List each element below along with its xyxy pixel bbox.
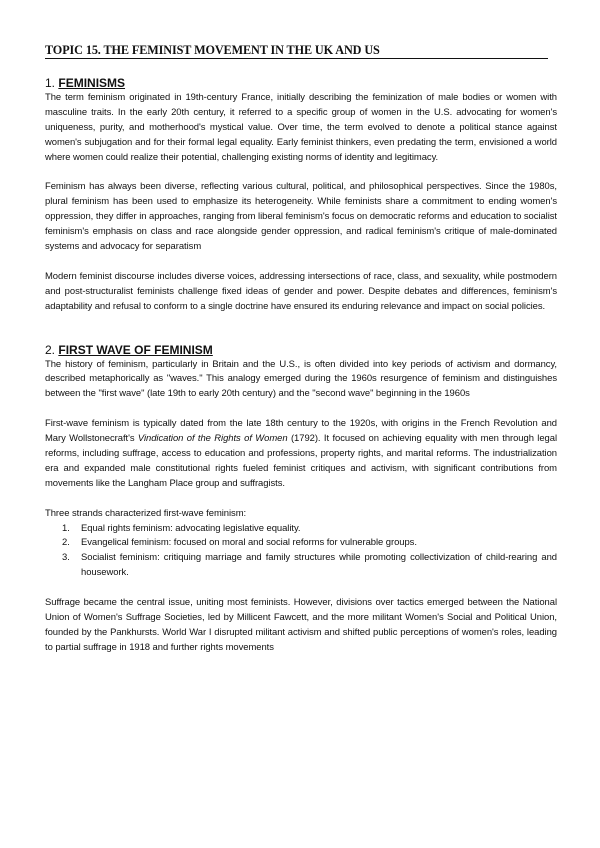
paragraph: Modern feminist discourse includes diverse voices, addressing intersections of race, class, and sexuality, while postmodern and post-structuralist feminists challenge fixed ideas of gender and power. Despite debates and differences, feminism's adaptability and refusal to conform to a single doctrine have ensured its enduring relevance and impact on social policies.: [45, 270, 557, 312]
list-item-text: Socialist feminism: critiquing marriage and family structures while promoting collectivization of child-rearing and housework.: [81, 552, 557, 579]
list-item: [45, 551, 557, 581]
list-item-text: Evangelical feminism: focused on moral and social reforms for vulnerable groups.: [81, 537, 417, 549]
list-marker: 3.: [62, 552, 70, 564]
list-intro: Three strands characterized first-wave feminism:: [45, 507, 247, 519]
list-item: [45, 522, 557, 537]
section-number: 2.: [45, 342, 56, 357]
paragraph-text: First-wave feminism is typically dated from the late 18th century to the 1920s, with origins in the French Revolution and Mary Wollstonecraft's: [45, 418, 557, 445]
section-title: FEMINISMS: [58, 76, 126, 90]
section-first-wave: [45, 343, 557, 656]
paragraph: The term feminism originated in 19th-century France, initially describing the feminization of male bodies or women with masculine traits. In the early 20th century, it referred to a specific group of women in the U.S. advocating for women's uniqueness, purity, and motherhood's mystical value. Over time, the term evolved to denote a political stance against women's subjugation and for their formal legal equality. Early feminist thinkers, even predating the term, envisioned a world where women could realize their potential, challenging existing norms of identity and legitimacy.: [45, 92, 557, 163]
paragraph: [45, 417, 557, 492]
book-title: Vindication of the Rights of Women: [137, 433, 288, 445]
list-item-text: Equal rights feminism: advocating legislative equality.: [81, 522, 301, 534]
paragraph: Feminism has always been diverse, reflecting various cultural, political, and philosophical perspectives. Since the 1980s, plural feminism has been used to emphasize its heterogeneity. While feminists share a commitment to ending women's oppression, they differ in approaches, ranging from liberal feminism's focus on democratic reforms and education to socialist feminism's emphasis on class and race alongside gender oppression, and radical feminism's critique of male-dominated systems and advocacy for separatism: [45, 181, 557, 253]
paragraph-text: (1792). It focused on achieving equality with men through legal reforms, including suffrage, access to education and professions, property rights, and marital reforms. The industrialization era and expanded male constitutional rights fueled feminist critiques and activism, with significant contributions from movements like the Langham Place group and suffragists.: [45, 433, 557, 489]
section-title: FIRST WAVE OF FEMINISM: [58, 342, 213, 357]
section-number: 1.: [45, 76, 56, 90]
section-heading: [45, 343, 557, 358]
section-feminisms: [45, 76, 557, 315]
section-heading: [45, 76, 557, 91]
paragraph: Suffrage became the central issue, uniting most feminists. However, divisions over tactics emerged between the National Union of Women's Suffrage Societies, led by Millicent Fawcett, and the more militant Women's Social and Political Union, founded by the Pankhursts. World War I disrupted militant activism and shifted public perceptions of women's roles, leading to partial suffrage in 1918 and further rights movements: [45, 597, 557, 653]
paragraph: The history of feminism, particularly in Britain and the U.S., is often divided into key periods of activism and dormancy, described metaphorically as "waves." This analogy emerged during the 1960s resurgence of feminism and distinguishes between the "first wave" (late 19th to early 20th century) and the "second wave" beginning in the 1960s: [45, 358, 557, 400]
list-marker: 1.: [62, 522, 70, 534]
list-item: [45, 536, 557, 551]
document-page: [45, 42, 557, 656]
list-marker: 2.: [62, 537, 70, 549]
document-title: TOPIC 15. THE FEMINIST MOVEMENT IN THE UK AND US: [45, 42, 548, 59]
strands-list: [45, 522, 557, 582]
